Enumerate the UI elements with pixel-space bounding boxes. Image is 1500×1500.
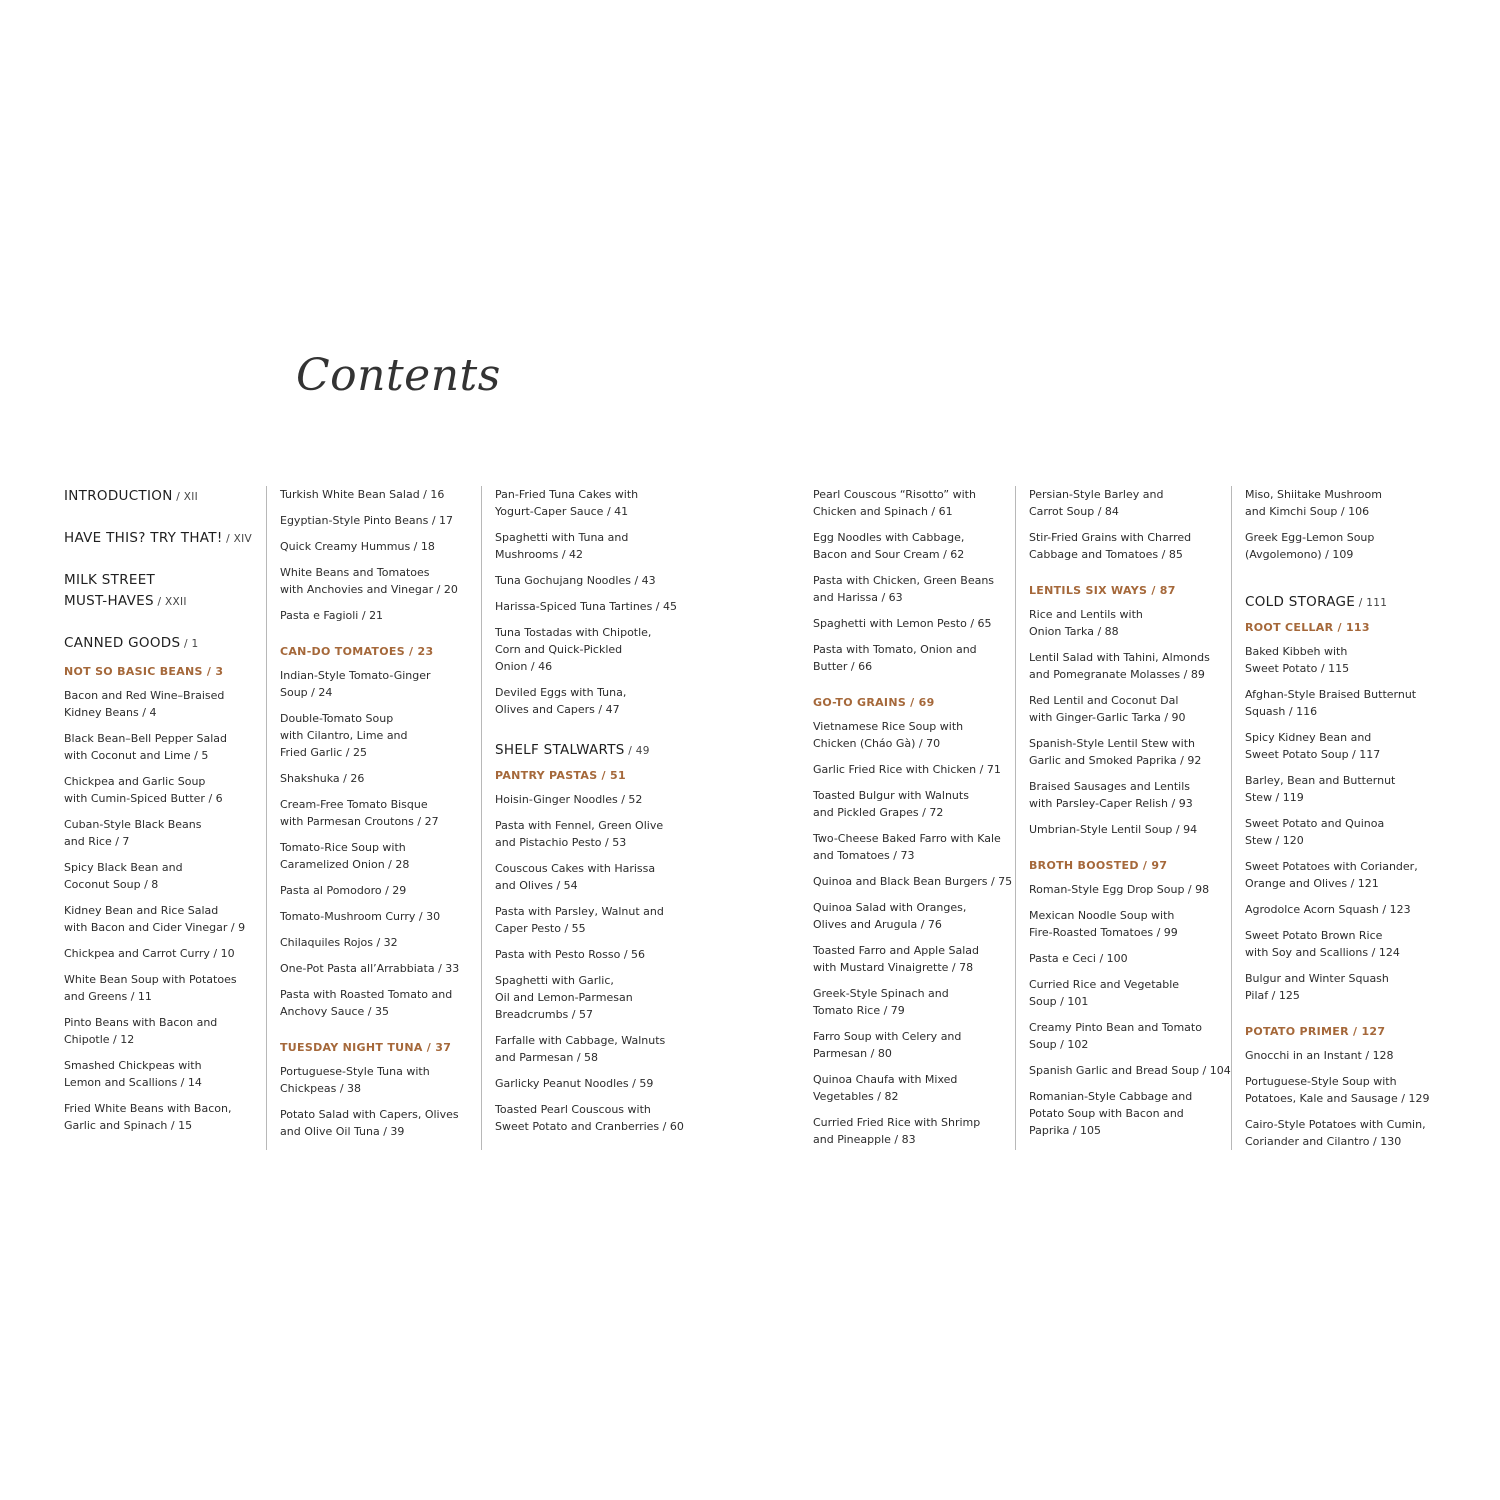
toc-entry-line: Parmesan / 80 [813, 1047, 892, 1060]
toc-entry-line: Sweet Potato Brown Rice [1245, 929, 1383, 942]
toc-entry-line: Chilaquiles Rojos / 32 [280, 936, 398, 949]
part-heading: MILK STREET MUST-HAVES / XXII [64, 572, 187, 609]
toc-entry-line: Orange and Olives / 121 [1245, 877, 1379, 890]
toc-entry-line: Squash / 116 [1245, 705, 1318, 718]
toc-entry-line: and Rice / 7 [64, 835, 130, 848]
toc-entry-line: Pearl Couscous “Risotto” with [813, 488, 976, 501]
toc-entry-line: Spaghetti with Lemon Pesto / 65 [813, 617, 992, 630]
toc-entry [495, 903, 695, 937]
toc-entry [1245, 815, 1445, 849]
toc-entry-line: Bulgur and Winter Squash [1245, 972, 1389, 985]
toc-entry [813, 1028, 1013, 1062]
toc-entry-line: Potatoes, Kale and Sausage / 129 [1245, 1092, 1430, 1105]
toc-entry-line: Olives and Capers / 47 [495, 703, 620, 716]
toc-entry-line: Bacon and Sour Cream / 62 [813, 548, 965, 561]
toc-entry-line: Carrot Soup / 84 [1029, 505, 1119, 518]
toc-entry-line: Spaghetti with Tuna and [495, 531, 629, 544]
toc-column-1 [64, 486, 260, 1134]
toc-entry-line: Portuguese-Style Tuna with [280, 1065, 430, 1078]
toc-entry [1245, 529, 1445, 563]
toc-entry-line: with Anchovies and Vinegar / 20 [280, 583, 458, 596]
toc-entry-line: Spanish-Style Lentil Stew with [1029, 737, 1196, 750]
toc-entry-line: Chicken (Cháo Gà) / 70 [813, 737, 941, 750]
section-heading: POTATO PRIMER / 127 [1245, 1025, 1386, 1038]
toc-entry-line: Braised Sausages and Lentils [1029, 780, 1191, 793]
part-heading-text: SHELF STALWARTS [495, 742, 625, 758]
toc-entry [280, 1106, 480, 1140]
toc-entry-line: Coconut Soup / 8 [64, 878, 159, 891]
toc-entry-line: Onion / 46 [495, 660, 553, 673]
toc-entry-line: Cream-Free Tomato Bisque [280, 798, 428, 811]
toc-entry-line: Tomato-Rice Soup with [280, 841, 406, 854]
toc-entry [813, 1114, 1013, 1148]
toc-entry [64, 971, 260, 1005]
toc-entry [1029, 907, 1229, 941]
toc-entry-line: Yogurt-Caper Sauce / 41 [495, 505, 629, 518]
section-heading: LENTILS SIX WAYS / 87 [1029, 584, 1176, 597]
contents-title: Contents [296, 350, 501, 401]
toc-entry-line: Miso, Shiitake Mushroom [1245, 488, 1382, 501]
section-heading: PANTRY PASTAS / 51 [495, 769, 626, 782]
toc-entry [495, 529, 695, 563]
toc-entry [280, 486, 480, 503]
toc-entry [495, 946, 695, 963]
toc-entry-line: and Kimchi Soup / 106 [1245, 505, 1370, 518]
toc-entry [813, 1071, 1013, 1105]
toc-entry-line: Potato Soup with Bacon and [1029, 1107, 1184, 1120]
toc-entry-line: Chipotle / 12 [64, 1033, 135, 1046]
toc-entry-line: Mushrooms / 42 [495, 548, 584, 561]
toc-entry-line: Breadcrumbs / 57 [495, 1008, 593, 1021]
toc-column-6 [1231, 486, 1445, 1150]
toc-entry-line: and Pistachio Pesto / 53 [495, 836, 627, 849]
toc-entry [495, 791, 695, 808]
toc-entry-line: Pasta with Chicken, Green Beans [813, 574, 995, 587]
toc-entry [813, 615, 1013, 632]
toc-entry [1245, 1047, 1445, 1064]
part-heading: HAVE THIS? TRY THAT! / XIV [64, 530, 253, 546]
toc-entry-line: Garlic and Spinach / 15 [64, 1119, 193, 1132]
toc-entry-line: Kidney Beans / 4 [64, 706, 157, 719]
toc-entry [495, 860, 695, 894]
toc-entry-line: Garlic Fried Rice with Chicken / 71 [813, 763, 1001, 776]
toc-entry-line: Pasta al Pomodoro / 29 [280, 884, 407, 897]
toc-entry [1029, 950, 1229, 967]
toc-entry-line: Stew / 120 [1245, 834, 1304, 847]
toc-entry [1029, 486, 1229, 520]
toc-entry-line: Caper Pesto / 55 [495, 922, 586, 935]
toc-entry [1029, 821, 1229, 838]
toc-entry-line: Pasta with Tomato, Onion and [813, 643, 977, 656]
toc-entry-line: with Soy and Scallions / 124 [1245, 946, 1400, 959]
toc-column-4 [813, 486, 1013, 1148]
toc-entry-line: Sweet Potato / 115 [1245, 662, 1350, 675]
section-heading: TUESDAY NIGHT TUNA / 37 [280, 1041, 452, 1054]
toc-entry-line: Anchovy Sauce / 35 [280, 1005, 389, 1018]
toc-entry-line: Soup / 102 [1029, 1038, 1089, 1051]
toc-entry-line: Sweet Potatoes with Coriander, [1245, 860, 1418, 873]
toc-entry [813, 787, 1013, 821]
toc-entry-line: Egg Noodles with Cabbage, [813, 531, 965, 544]
toc-entry-line: White Beans and Tomatoes [280, 566, 430, 579]
toc-entry-line: Quick Creamy Hummus / 18 [280, 540, 435, 553]
toc-entry-line: with Mustard Vinaigrette / 78 [813, 961, 974, 974]
toc-entry-line: Bacon and Red Wine–Braised [64, 689, 225, 702]
toc-entry-line: Tuna Tostadas with Chipotle, [495, 626, 652, 639]
toc-entry [1245, 1116, 1445, 1150]
toc-entry [1029, 649, 1229, 683]
toc-entry-line: Stir-Fried Grains with Charred [1029, 531, 1192, 544]
toc-column-5 [1015, 486, 1229, 1150]
toc-entry-line: Red Lentil and Coconut Dal [1029, 694, 1179, 707]
toc-entry-line: Cuban-Style Black Beans [64, 818, 202, 831]
toc-entry [495, 598, 695, 615]
toc-entry-line: Agrodolce Acorn Squash / 123 [1245, 903, 1411, 916]
toc-entry-line: Olives and Arugula / 76 [813, 918, 942, 931]
toc-entry-line: Greek-Style Spinach and [813, 987, 949, 1000]
part-page-number: XII [183, 491, 199, 503]
toc-entry-line: Pasta e Ceci / 100 [1029, 952, 1128, 965]
toc-entry [280, 882, 480, 899]
toc-column-2 [266, 486, 480, 1150]
toc-entry-line: Garlicky Peanut Noodles / 59 [495, 1077, 654, 1090]
toc-entry [64, 773, 260, 807]
toc-entry-line: Barley, Bean and Butternut [1245, 774, 1396, 787]
part-page-number: XXII [164, 596, 187, 608]
toc-entry-line: Rice and Lentils with [1029, 608, 1143, 621]
section-heading: GO-TO GRAINS / 69 [813, 696, 935, 709]
toc-entry-line: Double-Tomato Soup [280, 712, 394, 725]
toc-entry [1029, 881, 1229, 898]
section-heading: CAN-DO TOMATOES / 23 [280, 645, 434, 658]
toc-entry-line: Pasta e Fagioli / 21 [280, 609, 384, 622]
toc-entry [64, 1100, 260, 1134]
toc-entry [495, 1075, 695, 1092]
part-heading-text: MUST-HAVES [64, 593, 154, 609]
toc-entry [64, 859, 260, 893]
toc-entry [280, 796, 480, 830]
toc-entry [1029, 1062, 1229, 1079]
toc-entry [495, 1101, 695, 1135]
toc-entry-line: Portuguese-Style Soup with [1245, 1075, 1397, 1088]
toc-entry-line: Persian-Style Barley and [1029, 488, 1164, 501]
toc-entry-line: Hoisin-Ginger Noodles / 52 [495, 793, 643, 806]
toc-entry [280, 934, 480, 951]
toc-entry-line: with Bacon and Cider Vinegar / 9 [64, 921, 246, 934]
toc-entry-line: Spicy Kidney Bean and [1245, 731, 1372, 744]
toc-entry-line: One-Pot Pasta all’Arrabbiata / 33 [280, 962, 460, 975]
toc-column-3 [481, 486, 695, 1150]
toc-entry [1245, 970, 1445, 1004]
part-heading-text: INTRODUCTION [64, 488, 173, 504]
toc-entry-line: Lemon and Scallions / 14 [64, 1076, 202, 1089]
toc-entry-line: Potato Salad with Capers, Olives [280, 1108, 459, 1121]
toc-entry-line: Afghan-Style Braised Butternut [1245, 688, 1417, 701]
toc-entry-line: Pan-Fried Tuna Cakes with [495, 488, 639, 501]
toc-entry-line: Smashed Chickpeas with [64, 1059, 202, 1072]
toc-entry-line: Pilaf / 125 [1245, 989, 1300, 1002]
toc-entry [280, 667, 480, 701]
toc-entry-line: Sweet Potato Soup / 117 [1245, 748, 1381, 761]
part-heading: SHELF STALWARTS / 49 [495, 742, 650, 758]
toc-entry-line: Quinoa Salad with Oranges, [813, 901, 967, 914]
part-heading: COLD STORAGE / 111 [1245, 594, 1388, 610]
toc-entry [495, 624, 695, 675]
toc-entry [1245, 643, 1445, 677]
toc-entry [64, 730, 260, 764]
toc-entry-line: Spaghetti with Garlic, [495, 974, 614, 987]
toc-entry [280, 770, 480, 787]
toc-entry-line: with Ginger-Garlic Tarka / 90 [1029, 711, 1186, 724]
toc-entry-line: and Greens / 11 [64, 990, 152, 1003]
part-heading-text: HAVE THIS? TRY THAT! [64, 530, 223, 546]
toc-entry-line: and Parmesan / 58 [495, 1051, 599, 1064]
toc-entry-line: Lentil Salad with Tahini, Almonds [1029, 651, 1210, 664]
toc-entry-line: and Pineapple / 83 [813, 1133, 916, 1146]
toc-entry [280, 986, 480, 1020]
toc-entry-line: Turkish White Bean Salad / 16 [280, 488, 445, 501]
toc-entry-line: Baked Kibbeh with [1245, 645, 1348, 658]
toc-entry [1245, 686, 1445, 720]
toc-entry-line: Toasted Farro and Apple Salad [813, 944, 980, 957]
toc-entry [1029, 692, 1229, 726]
toc-entry [280, 1063, 480, 1097]
part-page-number: XIV [233, 533, 253, 545]
toc-entry-line: Creamy Pinto Bean and Tomato [1029, 1021, 1202, 1034]
toc-entry-line: Spicy Black Bean and [64, 861, 183, 874]
toc-entry-line: Pasta with Parsley, Walnut and [495, 905, 664, 918]
toc-entry-line: Cabbage and Tomatoes / 85 [1029, 548, 1183, 561]
toc-entry-line: Farfalle with Cabbage, Walnuts [495, 1034, 666, 1047]
toc-entry-line: Curried Fried Rice with Shrimp [813, 1116, 981, 1129]
toc-entry [280, 710, 480, 761]
toc-entry-line: Roman-Style Egg Drop Soup / 98 [1029, 883, 1210, 896]
toc-entry [1029, 1088, 1229, 1139]
toc-entry-line: with Coconut and Lime / 5 [64, 749, 209, 762]
toc-entry-line: Gnocchi in an Instant / 128 [1245, 1049, 1394, 1062]
section-heading: NOT SO BASIC BEANS / 3 [64, 665, 224, 678]
toc-entry-line: with Cilantro, Lime and [280, 729, 408, 742]
toc-entry-line: Tuna Gochujang Noodles / 43 [495, 574, 656, 587]
toc-entry-line: Spanish Garlic and Bread Soup / 104 [1029, 1064, 1231, 1077]
toc-entry-line: Soup / 101 [1029, 995, 1089, 1008]
toc-entry [1245, 901, 1445, 918]
toc-entry [813, 572, 1013, 606]
toc-entry [1029, 606, 1229, 640]
toc-entry [813, 529, 1013, 563]
toc-entry-line: Black Bean–Bell Pepper Salad [64, 732, 227, 745]
toc-entry [1245, 858, 1445, 892]
part-heading: CANNED GOODS / 1 [64, 635, 199, 651]
toc-entry [495, 817, 695, 851]
toc-entry [280, 839, 480, 873]
toc-entry [64, 945, 260, 962]
part-page-number: 49 [635, 745, 650, 757]
toc-entry-line: Chickpea and Garlic Soup [64, 775, 206, 788]
toc-entry [813, 830, 1013, 864]
toc-entry [813, 761, 1013, 778]
toc-entry-line: with Cumin-Spiced Butter / 6 [64, 792, 223, 805]
toc-entry-line: with Parmesan Croutons / 27 [280, 815, 439, 828]
toc-entry [64, 1057, 260, 1091]
toc-entry [1029, 778, 1229, 812]
toc-entry-line: (Avgolemono) / 109 [1245, 548, 1354, 561]
toc-entry [1245, 772, 1445, 806]
toc-entry [813, 942, 1013, 976]
toc-entry-line: Pinto Beans with Bacon and [64, 1016, 218, 1029]
toc-entry-line: Pasta with Pesto Rosso / 56 [495, 948, 646, 961]
toc-entry-line: Quinoa Chaufa with Mixed [813, 1073, 958, 1086]
toc-entry [1245, 1073, 1445, 1107]
toc-entry-line: Couscous Cakes with Harissa [495, 862, 656, 875]
toc-entry-line: Fried Garlic / 25 [280, 746, 367, 759]
part-page-number: 1 [191, 638, 199, 650]
toc-entry-line: Oil and Lemon-Parmesan [495, 991, 633, 1004]
toc-entry-line: Vietnamese Rice Soup with [813, 720, 964, 733]
toc-entry-line: Cairo-Style Potatoes with Cumin, [1245, 1118, 1426, 1131]
toc-entry-line: with Parsley-Caper Relish / 93 [1029, 797, 1193, 810]
toc-entry-line: Deviled Eggs with Tuna, [495, 686, 627, 699]
toc-entry-line: Pasta with Roasted Tomato and [280, 988, 453, 1001]
toc-entry-line: Mexican Noodle Soup with [1029, 909, 1175, 922]
toc-entry [280, 564, 480, 598]
toc-entry-line: Paprika / 105 [1029, 1124, 1102, 1137]
toc-entry [64, 1014, 260, 1048]
toc-entry-line: Umbrian-Style Lentil Soup / 94 [1029, 823, 1198, 836]
toc-entry [64, 687, 260, 721]
toc-entry-line: Stew / 119 [1245, 791, 1304, 804]
toc-entry [1245, 486, 1445, 520]
toc-entry-line: Egyptian-Style Pinto Beans / 17 [280, 514, 454, 527]
toc-entry [495, 1032, 695, 1066]
toc-entry-line: Pasta with Fennel, Green Olive [495, 819, 664, 832]
toc-entry [495, 972, 695, 1023]
part-heading-text: COLD STORAGE [1245, 594, 1356, 610]
toc-entry-line: Greek Egg-Lemon Soup [1245, 531, 1375, 544]
toc-entry [495, 486, 695, 520]
toc-entry-line: and Harissa / 63 [813, 591, 903, 604]
toc-entry-line: White Bean Soup with Potatoes [64, 973, 237, 986]
toc-entry-line: Coriander and Cilantro / 130 [1245, 1135, 1402, 1148]
toc-entry-line: Tomato-Mushroom Curry / 30 [280, 910, 441, 923]
toc-entry [280, 960, 480, 977]
section-heading: ROOT CELLAR / 113 [1245, 621, 1370, 634]
toc-entry-line: Vegetables / 82 [813, 1090, 899, 1103]
toc-entry [813, 718, 1013, 752]
toc-entry-line: Harissa-Spiced Tuna Tartines / 45 [495, 600, 678, 613]
toc-entry [813, 899, 1013, 933]
toc-entry-line: Chicken and Spinach / 61 [813, 505, 953, 518]
toc-entry-line: Chickpea and Carrot Curry / 10 [64, 947, 235, 960]
toc-entry-line: Onion Tarka / 88 [1029, 625, 1119, 638]
toc-entry [495, 684, 695, 718]
toc-entry [1029, 1019, 1229, 1053]
toc-entry [813, 641, 1013, 675]
toc-entry-line: Garlic and Smoked Paprika / 92 [1029, 754, 1202, 767]
toc-entry-line: Kidney Bean and Rice Salad [64, 904, 219, 917]
toc-entry-line: Tomato Rice / 79 [813, 1004, 905, 1017]
section-heading: BROTH BOOSTED / 97 [1029, 859, 1168, 872]
toc-entry [1029, 976, 1229, 1010]
toc-entry-line: and Tomatoes / 73 [813, 849, 915, 862]
toc-entry [64, 902, 260, 936]
toc-entry-line: Sweet Potato and Quinoa [1245, 817, 1385, 830]
toc-entry-line: Fire-Roasted Tomatoes / 99 [1029, 926, 1178, 939]
part-heading-text: CANNED GOODS [64, 635, 181, 651]
toc-entry-line: Two-Cheese Baked Farro with Kale [813, 832, 1001, 845]
toc-entry-line: Caramelized Onion / 28 [280, 858, 410, 871]
toc-entry-line: Farro Soup with Celery and [813, 1030, 962, 1043]
toc-entry [1245, 729, 1445, 763]
toc-entry-line: Fried White Beans with Bacon, [64, 1102, 232, 1115]
toc-entry [1245, 927, 1445, 961]
part-heading: INTRODUCTION / XII [64, 488, 199, 504]
toc-entry-line: Butter / 66 [813, 660, 873, 673]
toc-entry [1029, 529, 1229, 563]
toc-entry [813, 486, 1013, 520]
toc-entry-line: Quinoa and Black Bean Burgers / 75 [813, 875, 1013, 888]
part-page-number: 111 [1366, 597, 1388, 609]
toc-entry-line: Soup / 24 [280, 686, 333, 699]
toc-entry-line: Sweet Potato and Cranberries / 60 [495, 1120, 684, 1133]
toc-entry-line: and Pomegranate Molasses / 89 [1029, 668, 1205, 681]
toc-entry [280, 908, 480, 925]
toc-entry [813, 985, 1013, 1019]
toc-entry-line: and Olives / 54 [495, 879, 578, 892]
toc-entry [495, 572, 695, 589]
toc-entry [64, 816, 260, 850]
toc-entry-line: and Pickled Grapes / 72 [813, 806, 944, 819]
part-heading-text: MILK STREET [64, 572, 156, 588]
toc-entry [280, 538, 480, 555]
toc-entry-line: Shakshuka / 26 [280, 772, 365, 785]
toc-entry [280, 512, 480, 529]
toc-entry-line: Toasted Pearl Couscous with [495, 1103, 651, 1116]
toc-entry [1029, 735, 1229, 769]
toc-entry-line: Romanian-Style Cabbage and [1029, 1090, 1193, 1103]
toc-entry-line: and Olive Oil Tuna / 39 [280, 1125, 405, 1138]
toc-entry-line: Corn and Quick-Pickled [495, 643, 623, 656]
toc-entry-line: Chickpeas / 38 [280, 1082, 362, 1095]
toc-entry-line: Curried Rice and Vegetable [1029, 978, 1180, 991]
toc-entry [280, 607, 480, 624]
toc-entry-line: Indian-Style Tomato-Ginger [280, 669, 431, 682]
toc-entry-line: Toasted Bulgur with Walnuts [813, 789, 969, 802]
toc-entry [813, 873, 1013, 890]
